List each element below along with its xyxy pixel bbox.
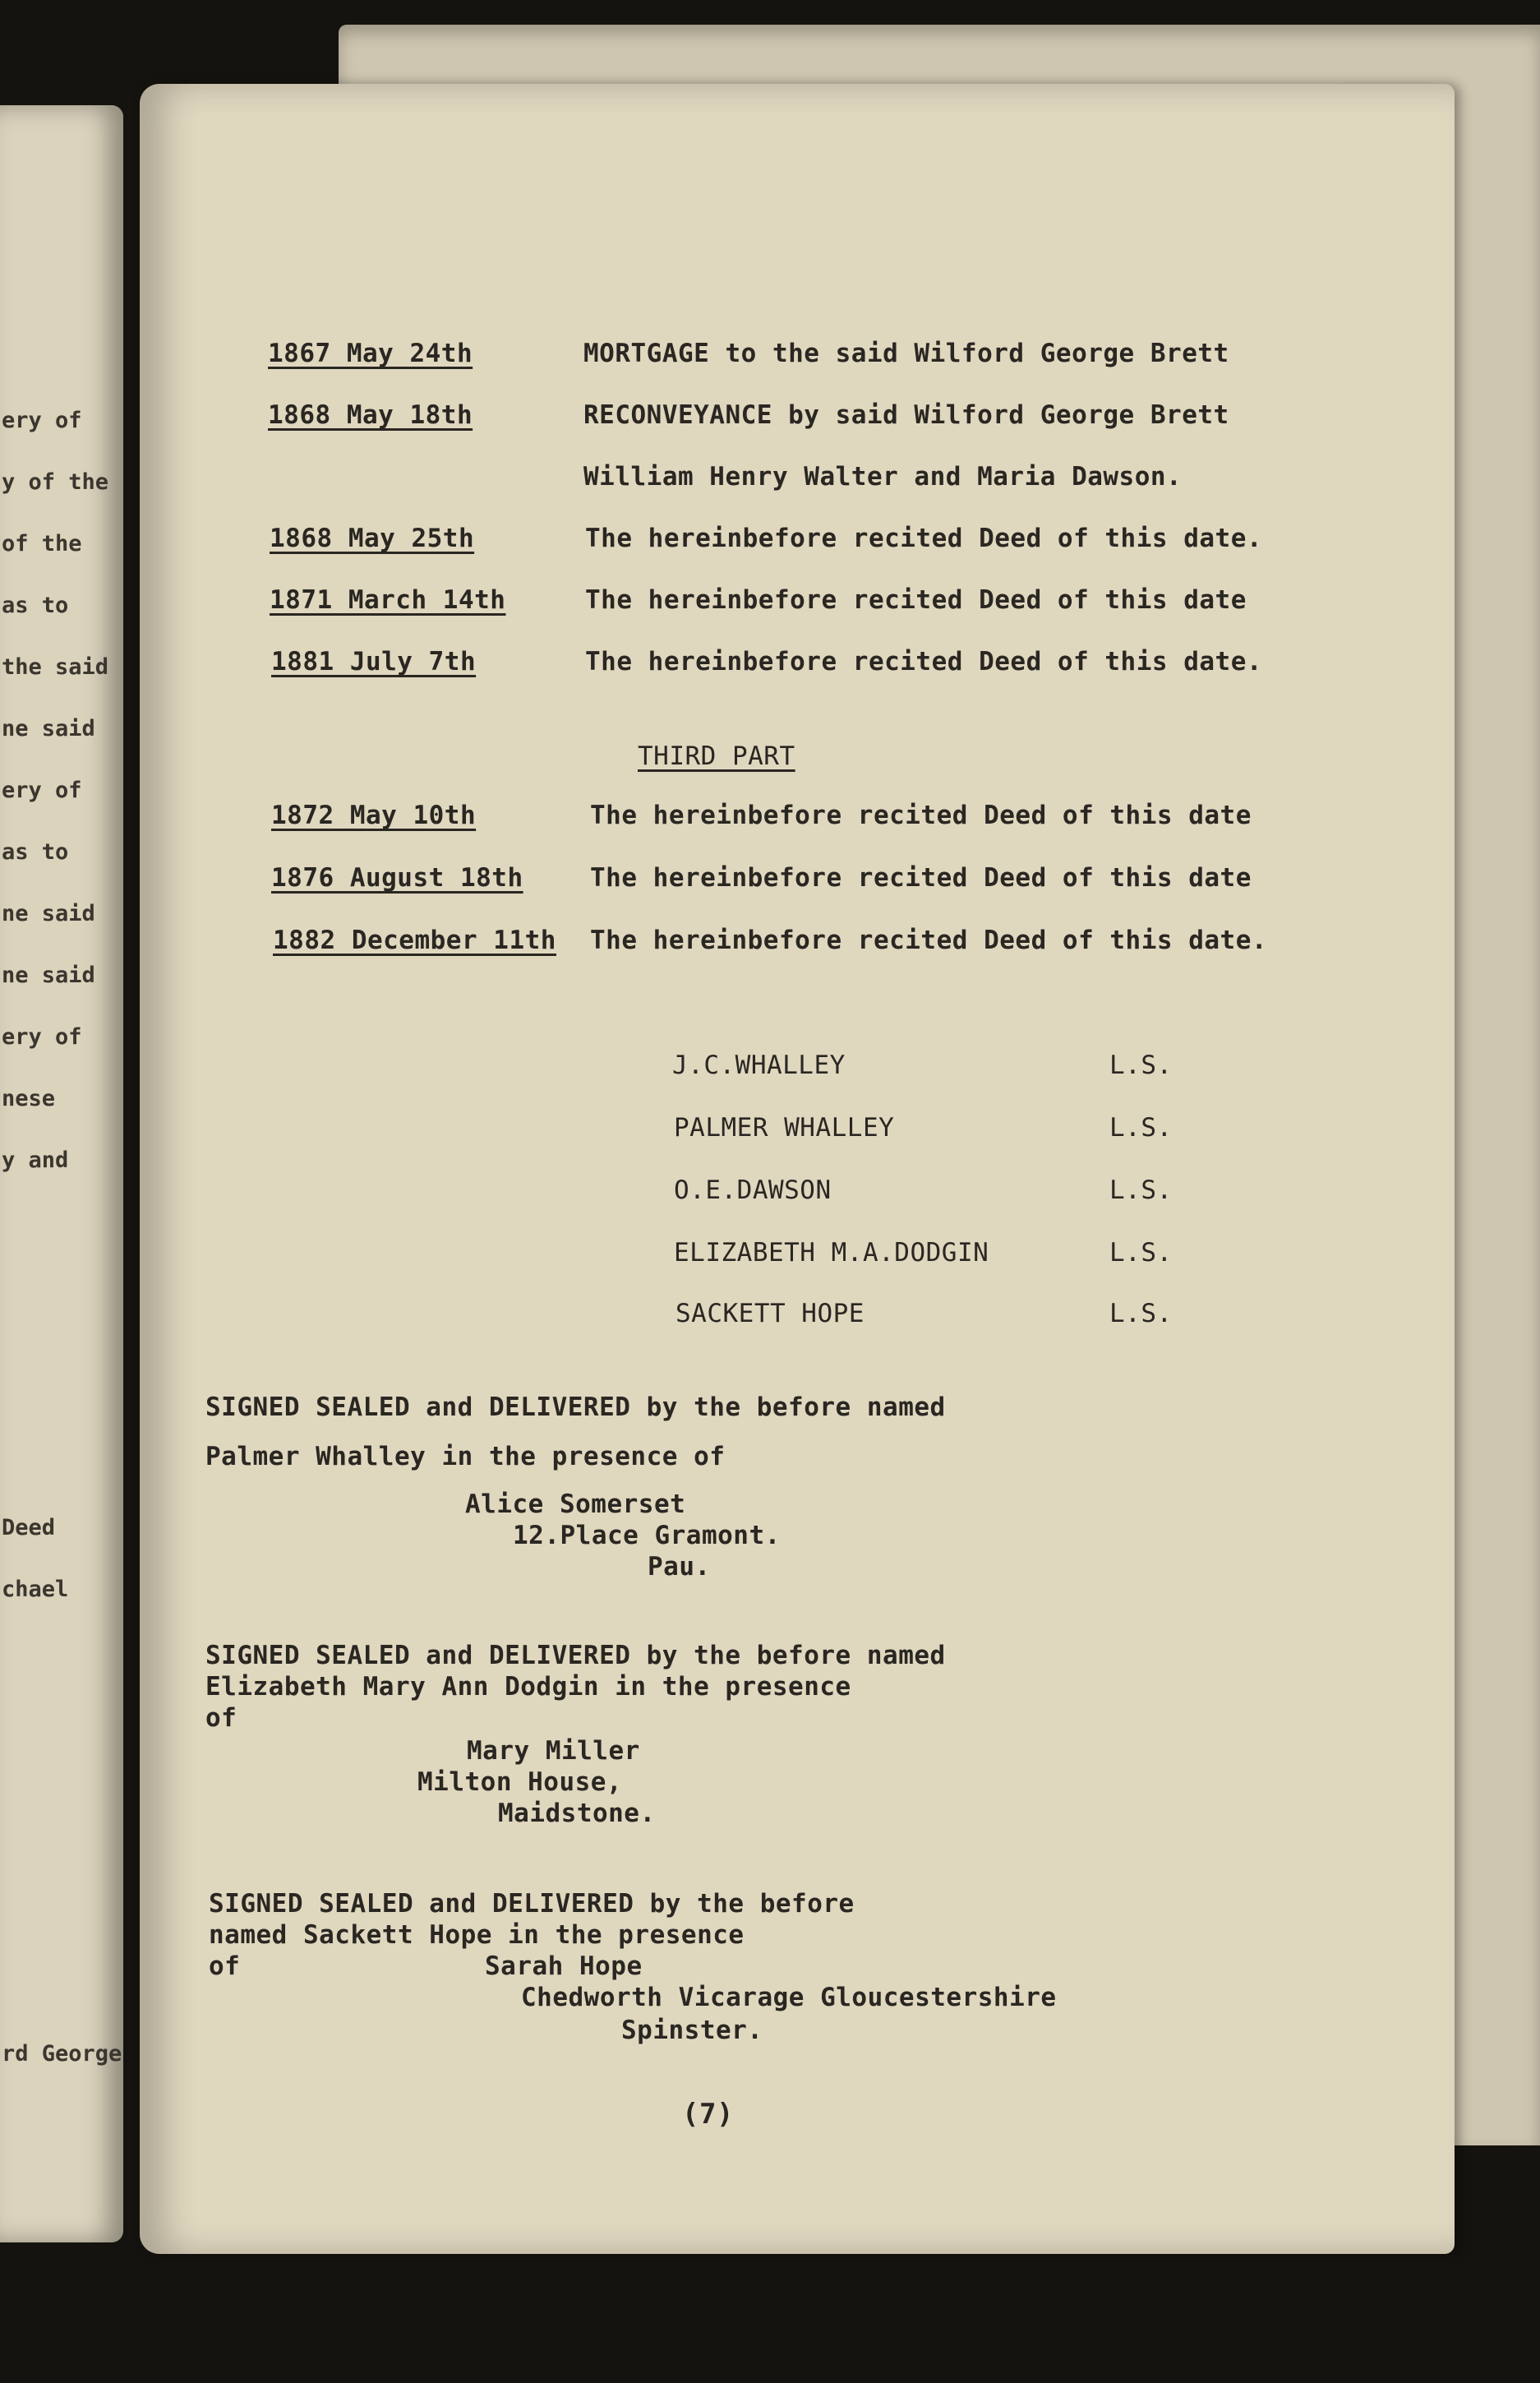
- attestation-line: named Sackett Hope in the presence: [209, 1920, 745, 1950]
- witness-line: Chedworth Vicarage Gloucestershire: [521, 1983, 1057, 2012]
- signatory-name: PALMER WHALLEY: [674, 1113, 895, 1143]
- entry-date: 1868 May 18th: [268, 400, 473, 430]
- witness-line: Maidstone.: [498, 1799, 656, 1828]
- entry-date: 1872 May 10th: [271, 801, 477, 830]
- seal-mark: L.S.: [1109, 1238, 1173, 1268]
- left-page-fragment: ery of: [2, 408, 82, 433]
- attestation-line: of: [209, 1951, 241, 1981]
- left-page-fragment: y of the: [2, 469, 109, 495]
- left-page-fragment: ery of: [2, 1024, 82, 1050]
- signatory-name: SACKETT HOPE: [675, 1299, 865, 1328]
- section-heading: THIRD PART: [638, 741, 795, 771]
- signatory-name: O.E.DAWSON: [674, 1175, 832, 1205]
- witness-line: Mary Miller: [467, 1736, 640, 1766]
- witness-line: 12.Place Gramont.: [513, 1521, 781, 1550]
- witness-line: Sarah Hope: [485, 1951, 643, 1981]
- entry-text: The hereinbefore recited Deed of this date.: [590, 926, 1268, 955]
- signatory-name: ELIZABETH M.A.DODGIN: [674, 1238, 989, 1268]
- left-page-fragment: chael: [2, 1577, 69, 1602]
- seal-mark: L.S.: [1109, 1051, 1173, 1080]
- left-page-fragment: of the: [2, 531, 82, 556]
- left-page-fragment: as to: [2, 593, 69, 618]
- witness-line: Spinster.: [621, 2016, 763, 2045]
- page-number: (7): [682, 2098, 734, 2131]
- seal-mark: L.S.: [1109, 1299, 1173, 1328]
- attestation-line: of: [205, 1703, 237, 1733]
- entry-date: 1882 December 11th: [273, 926, 556, 955]
- entry-text: The hereinbefore recited Deed of this date: [590, 801, 1252, 830]
- entry-text: The hereinbefore recited Deed of this date: [585, 585, 1247, 615]
- entry-date: 1876 August 18th: [271, 863, 523, 893]
- left-page-fragment: y and: [2, 1148, 69, 1173]
- entry-date: 1868 May 25th: [270, 524, 475, 553]
- document-page: [140, 84, 1455, 2254]
- attestation-line: Palmer Whalley in the presence of: [205, 1442, 726, 1471]
- attestation-line: Elizabeth Mary Ann Dodgin in the presence: [205, 1672, 851, 1702]
- signatory-name: J.C.WHALLEY: [672, 1051, 846, 1080]
- left-page-fragment: as to: [2, 839, 69, 865]
- left-facing-page: [0, 105, 123, 2242]
- entry-text: The hereinbefore recited Deed of this date: [590, 863, 1252, 893]
- entry-date: 1867 May 24th: [268, 339, 473, 368]
- seal-mark: L.S.: [1109, 1175, 1173, 1205]
- witness-line: Alice Somerset: [465, 1489, 686, 1519]
- left-page-fragment: ne said: [2, 901, 95, 926]
- left-page-fragment: ne said: [2, 716, 95, 741]
- seal-mark: L.S.: [1109, 1113, 1173, 1143]
- left-page-fragment: rd George: [2, 2041, 122, 2067]
- entry-date: 1881 July 7th: [271, 647, 477, 677]
- left-page-fragment: Deed: [2, 1515, 56, 1540]
- attestation-line: SIGNED SEALED and DELIVERED by the before named: [205, 1641, 946, 1670]
- entry-text: The hereinbefore recited Deed of this date.: [585, 647, 1263, 677]
- attestation-line: SIGNED SEALED and DELIVERED by the before: [209, 1889, 855, 1919]
- left-page-fragment: ery of: [2, 778, 82, 803]
- entry-text: MORTGAGE to the said Wilford George Brett: [583, 339, 1229, 368]
- entry-text: William Henry Walter and Maria Dawson.: [583, 462, 1183, 492]
- witness-line: Milton House,: [417, 1767, 623, 1797]
- left-page-fragment: the said: [2, 654, 109, 680]
- entry-text: The hereinbefore recited Deed of this date.: [585, 524, 1263, 553]
- entry-date: 1871 March 14th: [270, 585, 506, 615]
- entry-text: RECONVEYANCE by said Wilford George Brett: [583, 400, 1229, 430]
- left-page-fragment: ne said: [2, 963, 95, 988]
- attestation-line: SIGNED SEALED and DELIVERED by the before named: [205, 1392, 946, 1422]
- witness-line: Pau.: [648, 1552, 711, 1582]
- left-page-fragment: nese: [2, 1086, 56, 1111]
